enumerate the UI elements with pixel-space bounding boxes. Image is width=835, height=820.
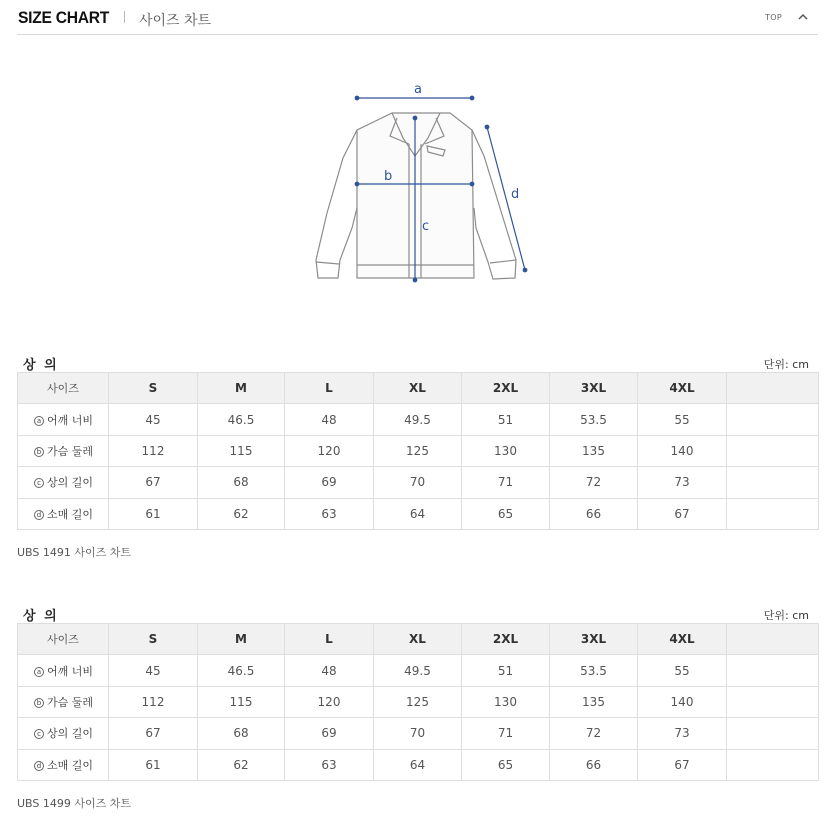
table-cell	[727, 749, 819, 780]
table-cell: 46.5	[198, 404, 285, 435]
table-row	[18, 404, 819, 435]
table-row	[18, 749, 819, 780]
table-cell: 69	[285, 467, 374, 498]
table-cell: 51	[462, 655, 550, 686]
table-cell: 72	[550, 718, 638, 749]
size-table	[17, 372, 819, 530]
table-cell: 71	[462, 718, 550, 749]
table-cell: 64	[374, 498, 462, 529]
table-cell: 125	[374, 435, 462, 466]
table-row	[18, 686, 819, 717]
table-cell: 62	[198, 498, 285, 529]
jacket-measurement-diagram	[0, 38, 835, 300]
table-cell	[727, 467, 819, 498]
table-cell: 45	[109, 404, 198, 435]
row-label: d 소매 길이	[18, 749, 109, 780]
table-cell	[727, 655, 819, 686]
table-cell	[727, 404, 819, 435]
marker-a-icon: a	[34, 416, 44, 426]
header-cell: 2XL	[462, 624, 550, 655]
header-cell: XL	[374, 373, 462, 404]
marker-d-icon: d	[34, 510, 44, 520]
marker-d-icon: d	[34, 761, 44, 771]
table-cell: 67	[109, 467, 198, 498]
table-cell: 72	[550, 467, 638, 498]
sleeve-length-line	[487, 127, 525, 270]
table-cell: 48	[285, 404, 374, 435]
table-cell: 125	[374, 686, 462, 717]
table-cell: 67	[638, 498, 727, 529]
table-cell: 65	[462, 498, 550, 529]
header-divider	[124, 11, 125, 23]
table-row	[18, 718, 819, 749]
header-cell: 3XL	[550, 624, 638, 655]
header-cell: M	[198, 624, 285, 655]
table-cell	[727, 686, 819, 717]
row-label: c 상의 길이	[18, 718, 109, 749]
header-cell: 사이즈	[18, 624, 109, 655]
table-row	[18, 467, 819, 498]
marker-c-icon: c	[34, 478, 44, 488]
table-header-row	[18, 373, 819, 404]
table-cell: 63	[285, 498, 374, 529]
table-cell: 120	[285, 686, 374, 717]
header-cell: 2XL	[462, 373, 550, 404]
table-cell: 71	[462, 467, 550, 498]
header-cell: S	[109, 624, 198, 655]
section-title: 상 의	[23, 609, 59, 624]
table-cell: 66	[550, 749, 638, 780]
section-title: 상 의	[23, 358, 59, 373]
table-cell: 53.5	[550, 404, 638, 435]
header-cell: L	[285, 624, 374, 655]
table-header-row	[18, 624, 819, 655]
table-cell: 65	[462, 749, 550, 780]
row-label: a 어깨 너비	[18, 404, 109, 435]
table-row	[18, 655, 819, 686]
table-row	[18, 498, 819, 529]
table-cell: 63	[285, 749, 374, 780]
header-cell	[727, 624, 819, 655]
row-label: b 가슴 둘레	[18, 435, 109, 466]
label-c: c	[422, 219, 430, 234]
header-cell: S	[109, 373, 198, 404]
table-cell: 70	[374, 467, 462, 498]
table-cell: 112	[109, 686, 198, 717]
label-d: d	[511, 187, 520, 202]
unit-label: 단위: cm	[763, 609, 809, 622]
table-cell: 48	[285, 655, 374, 686]
model-note: UBS 1491 사이즈 차트	[17, 546, 132, 559]
label-b: b	[384, 169, 393, 184]
table-cell: 66	[550, 498, 638, 529]
table-cell: 112	[109, 435, 198, 466]
table-cell: 130	[462, 686, 550, 717]
size-chart-title: SIZE CHART	[18, 8, 110, 27]
table-cell: 73	[638, 467, 727, 498]
table-cell: 140	[638, 686, 727, 717]
size-table	[17, 623, 819, 781]
table-cell: 130	[462, 435, 550, 466]
row-label: c 상의 길이	[18, 467, 109, 498]
table-cell: 70	[374, 718, 462, 749]
table-cell: 67	[638, 749, 727, 780]
marker-a-icon: a	[34, 667, 44, 677]
table-cell: 68	[198, 718, 285, 749]
table-cell: 135	[550, 435, 638, 466]
table-cell: 115	[198, 686, 285, 717]
chevron-up-icon[interactable]	[796, 12, 810, 22]
header-cell: 4XL	[638, 373, 727, 404]
table-cell: 73	[638, 718, 727, 749]
table-cell: 51	[462, 404, 550, 435]
table-cell: 115	[198, 435, 285, 466]
table-cell: 61	[109, 498, 198, 529]
table-cell: 68	[198, 467, 285, 498]
table-cell	[727, 718, 819, 749]
table-cell: 135	[550, 686, 638, 717]
table-row	[18, 435, 819, 466]
model-note: UBS 1499 사이즈 차트	[17, 797, 132, 810]
table-cell: 61	[109, 749, 198, 780]
marker-b-icon: b	[34, 698, 44, 708]
table-cell: 69	[285, 718, 374, 749]
header-cell	[727, 373, 819, 404]
table-cell: 67	[109, 718, 198, 749]
header-cell: 사이즈	[18, 373, 109, 404]
table-cell: 46.5	[198, 655, 285, 686]
header-cell: L	[285, 373, 374, 404]
header-cell: M	[198, 373, 285, 404]
table-cell: 140	[638, 435, 727, 466]
row-label: d 소매 길이	[18, 498, 109, 529]
table-cell: 49.5	[374, 655, 462, 686]
unit-label: 단위: cm	[763, 358, 809, 371]
table-cell: 62	[198, 749, 285, 780]
table-cell: 53.5	[550, 655, 638, 686]
table-cell: 55	[638, 404, 727, 435]
table-cell	[727, 435, 819, 466]
header-cell: XL	[374, 624, 462, 655]
marker-b-icon: b	[34, 447, 44, 457]
size-chart-subtitle: 사이즈 차트	[139, 13, 212, 29]
table-cell: 45	[109, 655, 198, 686]
table-cell: 55	[638, 655, 727, 686]
row-label: b 가슴 둘레	[18, 686, 109, 717]
size-chart-header	[17, 0, 818, 35]
header-cell: 3XL	[550, 373, 638, 404]
marker-c-icon: c	[34, 729, 44, 739]
table-cell	[727, 498, 819, 529]
table-cell: 64	[374, 749, 462, 780]
table-cell: 49.5	[374, 404, 462, 435]
row-label: a 어깨 너비	[18, 655, 109, 686]
label-a: a	[414, 82, 422, 97]
table-cell: 120	[285, 435, 374, 466]
jacket-outline	[316, 113, 516, 279]
top-link[interactable]: TOP	[765, 13, 782, 22]
header-cell: 4XL	[638, 624, 727, 655]
